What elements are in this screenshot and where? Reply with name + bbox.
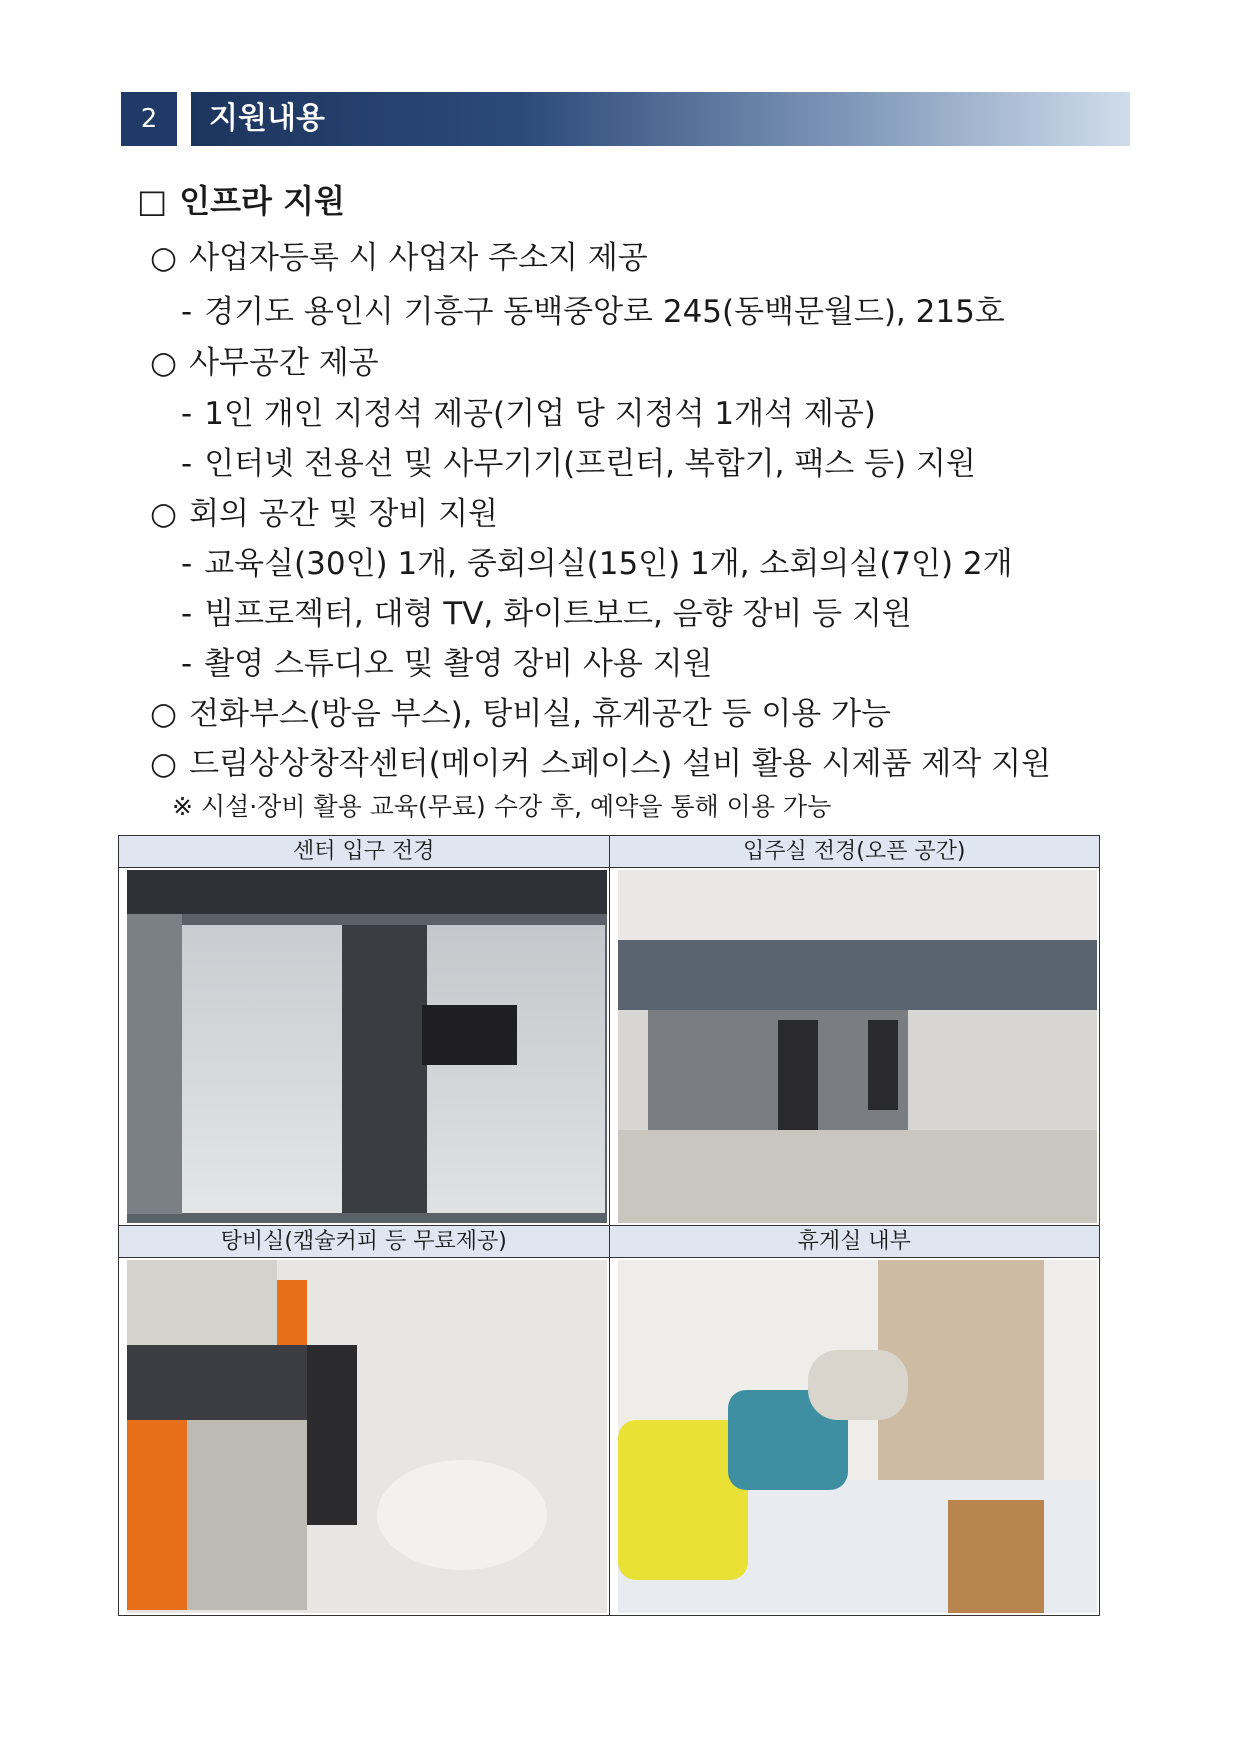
list-subitem-text: 빔프로젝터, 대형 TV, 화이트보드, 음향 장비 등 지원 bbox=[204, 596, 912, 632]
list-item bbox=[150, 738, 1051, 783]
photo-cell bbox=[609, 1258, 1100, 1616]
photo-cell bbox=[119, 1258, 610, 1616]
list-item bbox=[150, 337, 379, 382]
list-item bbox=[150, 488, 498, 533]
circle-bullet-icon: ○ bbox=[150, 240, 178, 276]
photo-cell bbox=[609, 868, 1100, 1226]
entrance-photo bbox=[127, 870, 607, 1223]
list-subitem bbox=[181, 286, 1005, 331]
dash-bullet: - bbox=[181, 596, 193, 632]
subheading bbox=[137, 176, 345, 222]
photo-caption: 휴게실 내부 bbox=[609, 1226, 1100, 1258]
note bbox=[172, 787, 831, 823]
dash-bullet: - bbox=[181, 546, 193, 582]
section-title-bar bbox=[191, 92, 1130, 146]
section-title: 지원내용 bbox=[209, 101, 325, 136]
photo-caption: 센터 입구 전경 bbox=[119, 836, 610, 868]
dash-bullet: - bbox=[181, 294, 193, 330]
pantry-photo bbox=[127, 1260, 607, 1613]
list-item bbox=[150, 232, 648, 277]
list-item-text: 전화부스(방음 부스), 탕비실, 휴게공간 등 이용 가능 bbox=[189, 696, 892, 732]
dash-bullet: - bbox=[181, 396, 193, 432]
dash-bullet: - bbox=[181, 646, 193, 682]
subheading-text: 인프라 지원 bbox=[179, 182, 345, 220]
photo-table bbox=[118, 835, 1100, 1616]
photo-caption: 입주실 전경(오픈 공간) bbox=[609, 836, 1100, 868]
circle-bullet-icon: ○ bbox=[150, 696, 178, 732]
note-text: 시설·장비 활용 교육(무료) 수강 후, 예약을 통해 이용 가능 bbox=[200, 792, 832, 821]
list-subitem bbox=[181, 638, 713, 683]
list-item-text: 사무공간 제공 bbox=[189, 345, 379, 381]
list-subitem-text: 인터넷 전용선 및 사무기기(프린터, 복합기, 팩스 등) 지원 bbox=[204, 446, 976, 482]
list-subitem bbox=[181, 538, 1013, 583]
circle-bullet-icon: ○ bbox=[150, 496, 178, 532]
section-number: 2 bbox=[121, 92, 177, 146]
photo-caption: 탕비실(캡슐커피 등 무료제공) bbox=[119, 1226, 610, 1258]
lounge-photo bbox=[618, 1260, 1098, 1613]
section-header bbox=[121, 92, 1130, 146]
list-item bbox=[150, 688, 891, 733]
photo-cell bbox=[119, 868, 610, 1226]
circle-bullet-icon: ○ bbox=[150, 345, 178, 381]
office-photo bbox=[618, 870, 1098, 1223]
list-subitem bbox=[181, 588, 912, 633]
list-subitem-text: 교육실(30인) 1개, 중회의실(15인) 1개, 소회의실(7인) 2개 bbox=[204, 546, 1013, 582]
square-bullet-icon: □ bbox=[137, 182, 168, 220]
list-subitem bbox=[181, 388, 876, 433]
list-item-text: 드림상상창작센터(메이커 스페이스) 설비 활용 시제품 제작 지원 bbox=[189, 746, 1051, 782]
list-subitem bbox=[181, 438, 976, 483]
circle-bullet-icon: ○ bbox=[150, 746, 178, 782]
reference-mark-icon: ※ bbox=[172, 792, 193, 821]
list-subitem-text: 경기도 용인시 기흥구 동백중앙로 245(동백문월드), 215호 bbox=[204, 294, 1005, 330]
dash-bullet: - bbox=[181, 446, 193, 482]
list-subitem-text: 1인 개인 지정석 제공(기업 당 지정석 1개석 제공) bbox=[204, 396, 876, 432]
list-subitem-text: 촬영 스튜디오 및 촬영 장비 사용 지원 bbox=[204, 646, 713, 682]
list-item-text: 회의 공간 및 장비 지원 bbox=[189, 496, 498, 532]
list-item-text: 사업자등록 시 사업자 주소지 제공 bbox=[189, 240, 648, 276]
